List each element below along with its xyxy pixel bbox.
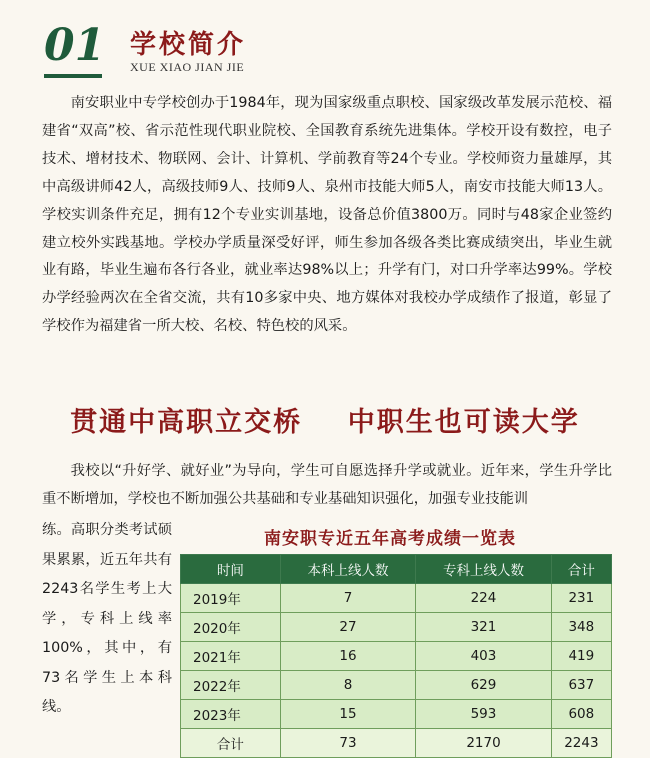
cell-college: 629 [416, 671, 551, 700]
table-row [181, 642, 612, 671]
cell-year: 2020年 [181, 613, 281, 642]
section-title: 学校简介 [130, 30, 247, 60]
table-total-row [181, 729, 612, 758]
cell-total: 637 [551, 671, 611, 700]
cell-bachelor: 16 [280, 642, 415, 671]
cell-year: 2022年 [181, 671, 281, 700]
cell-total: 608 [551, 700, 611, 729]
section2-paragraph-lead: 我校以“升好学、就好业”为导向，学生可自愿选择升学或就业。近年来，学生升学比重不断增加，学校也不断加强公共基础和专业基础知识强化，加强专业技能训 [42, 463, 612, 507]
table-header-row [181, 555, 612, 584]
section2-title: 贯通中高职立交桥 中职生也可读大学 [70, 407, 580, 438]
table-row [181, 613, 612, 642]
table-row [181, 700, 612, 729]
intro-paragraph: 南安职业中专学校创办于1984年，现为国家级重点职校、国家级改革发展示范校、福建省“双高”校、省示范性现代职业院校、全国教育系统先进集体。学校开设有数控，电子技术、增材技术、物联网、会计、计算机、学前教育等24个专业。学校师资力量雄厚，其中高级讲师42人，高级技师9人、技师9人、泉州市技能大师5人，南安市技能大师13人。学校实训条件充足，拥有12个专业实训基地，设备总价值3800万。同时与48家企业签约建立校外实践基地。学校办学质量深受好评，师生参加各级各类比赛成绩突出，毕业生就业有路，毕业生遍布各行各业，就业率达98%以上；升学有门，对口升学率达99%。学校办学经验两次在全省交流，共有10多家中央、地方媒体对我校办学成绩作了报道，彰显了学校作为福建省一所大校、名校、特色校的风采。 [42, 95, 612, 335]
header-cell-bachelor: 本科上线人数 [280, 555, 415, 584]
cell-college: 224 [416, 584, 551, 613]
results-table [180, 554, 612, 758]
cell-year: 2019年 [181, 584, 281, 613]
cell-college: 593 [416, 700, 551, 729]
cell-year: 2021年 [181, 642, 281, 671]
cell-year: 2023年 [181, 700, 281, 729]
header-cell-total: 合计 [551, 555, 611, 584]
section-header [44, 18, 304, 78]
table-row [181, 671, 612, 700]
table-title: 南安职专近五年高考成绩一览表 [264, 529, 516, 549]
cell-total: 348 [551, 613, 611, 642]
section-subtitle: XUE XIAO JIAN JIE [130, 60, 245, 74]
cell-total-bachelor: 73 [280, 729, 415, 758]
cell-bachelor: 27 [280, 613, 415, 642]
cell-total: 419 [551, 642, 611, 671]
section2-paragraph-cont: 练。高职分类考试硕果累累，近五年共有2243名学生考上大学，专科上线率100%，其中，有73名学生上本科线。 [42, 522, 172, 715]
cell-college: 403 [416, 642, 551, 671]
table-row [181, 584, 612, 613]
cell-total-label: 合计 [181, 729, 281, 758]
cell-total: 231 [551, 584, 611, 613]
cell-total-sum: 2243 [551, 729, 611, 758]
cell-total-college: 2170 [416, 729, 551, 758]
cell-bachelor: 15 [280, 700, 415, 729]
cell-bachelor: 7 [280, 584, 415, 613]
cell-college: 321 [416, 613, 551, 642]
header-cell-college: 专科上线人数 [416, 555, 551, 584]
header-cell-year: 时间 [181, 555, 281, 584]
section-number-underline [44, 74, 102, 78]
cell-bachelor: 8 [280, 671, 415, 700]
section-number: 01 [44, 20, 106, 71]
